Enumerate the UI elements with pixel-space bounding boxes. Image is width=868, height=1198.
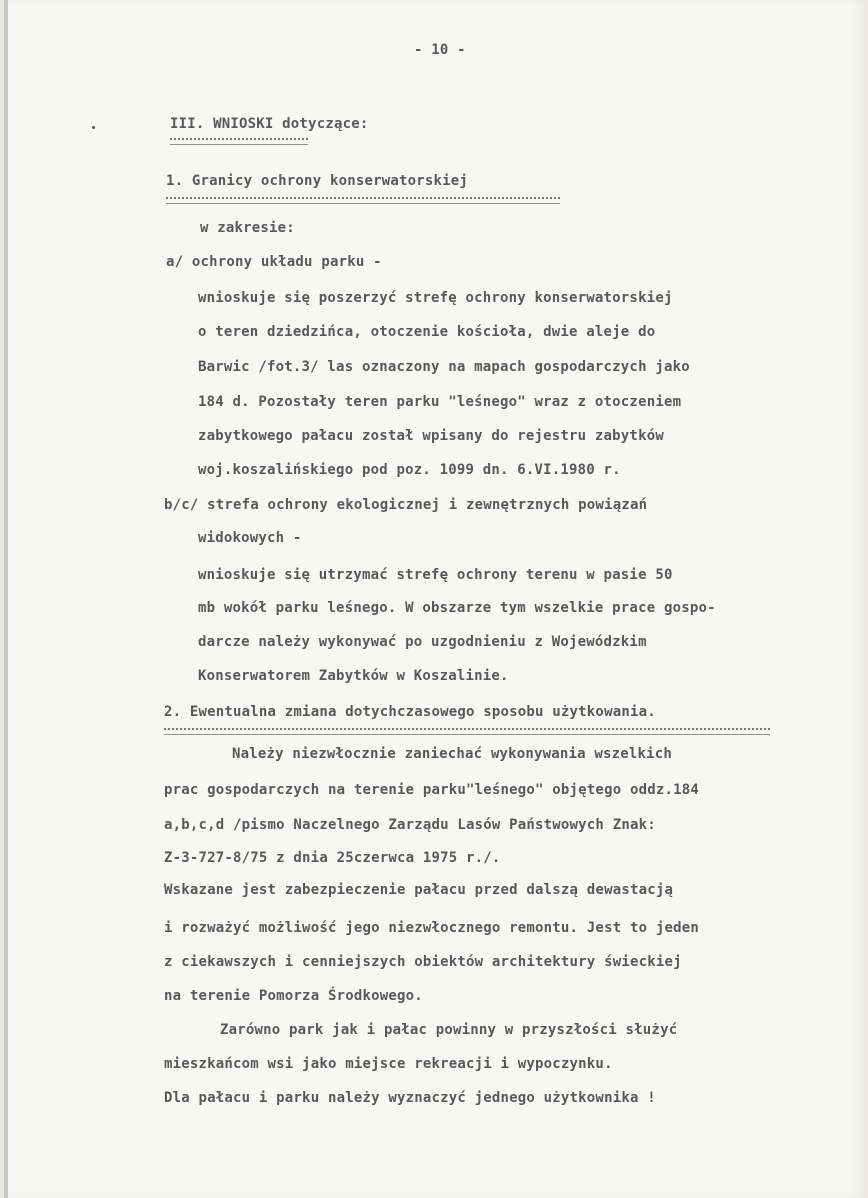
text-line: prac gospodarczych na terenie parku"leśnego" objętego oddz.184 xyxy=(164,782,699,798)
subsection-1-underline xyxy=(166,197,560,204)
text-line: darcze należy wykonywać po uzgodnieniu z Wojewódzkim xyxy=(198,634,647,650)
text-line: Zarówno park jak i pałac powinny w przyszłości służyć xyxy=(220,1022,678,1038)
text-line: z ciekawszych i cenniejszych obiektów architektury świeckiej xyxy=(164,954,682,970)
text-line: Barwic /fot.3/ las oznaczony na mapach gospodarczych jako xyxy=(198,359,690,375)
text-line: Z-3-727-8/75 z dnia 25czerwca 1975 r./. xyxy=(164,850,501,866)
text-line: zabytkowego pałacu został wpisany do rejestru zabytków xyxy=(198,428,664,444)
text-line: widokowych - xyxy=(198,530,302,546)
text-line: w zakresie: xyxy=(200,220,295,236)
text-line: 184 d. Pozostały teren parku "leśnego" wraz z otoczeniem xyxy=(198,394,682,410)
text-line: Konserwatorem Zabytków w Koszalinie. xyxy=(198,668,509,684)
document-page xyxy=(4,0,864,1198)
page-number: - 10 - xyxy=(414,42,466,58)
text-line: Wskazane jest zabezpieczenie pałacu przed dalszą dewastacją xyxy=(164,882,674,898)
text-line: mb wokół parku leśnego. W obszarze tym wszelkie prace gospo- xyxy=(198,600,716,616)
text-line: woj.koszalińskiego pod poz. 1099 dn. 6.VI.1980 r. xyxy=(198,462,621,478)
text-line: mieszkańcom wsi jako miejsce rekreacji i wypoczynku. xyxy=(164,1056,613,1072)
text-line: Należy niezwłocznie zaniechać wykonywania wszelkich xyxy=(232,746,673,762)
page-edge xyxy=(4,0,8,1198)
subsection-1-heading: 1. Granicy ochrony konserwatorskiej xyxy=(166,173,469,189)
text-line: wnioskuje się poszerzyć strefę ochrony konserwatorskiej xyxy=(198,290,673,306)
text-line: o teren dziedzińca, otoczenie kościoła, dwie aleje do xyxy=(198,324,656,340)
margin-dot xyxy=(92,126,95,129)
text-line: Dla pałacu i parku należy wyznaczyć jednego użytkownika ! xyxy=(164,1090,656,1106)
section-heading-underline xyxy=(170,138,308,145)
text-line: b/c/ strefa ochrony ekologicznej i zewnętrznych powiązań xyxy=(164,497,648,513)
text-line: a/ ochrony układu parku - xyxy=(166,254,382,270)
text-line: wnioskuje się utrzymać strefę ochrony terenu w pasie 50 xyxy=(198,567,673,583)
text-line: a,b,c,d /pismo Naczelnego Zarządu Lasów Państwowych Znak: xyxy=(164,817,656,833)
text-line: na terenie Pomorza Środkowego. xyxy=(164,988,423,1004)
subsection-2-underline xyxy=(164,728,770,735)
section-heading: III. WNIOSKI dotyczące: xyxy=(170,116,369,132)
text-line: i rozważyć możliwość jego niezwłocznego remontu. Jest to jeden xyxy=(164,920,699,936)
subsection-2-heading: 2. Ewentualna zmiana dotychczasowego sposobu użytkowania. xyxy=(164,704,656,720)
